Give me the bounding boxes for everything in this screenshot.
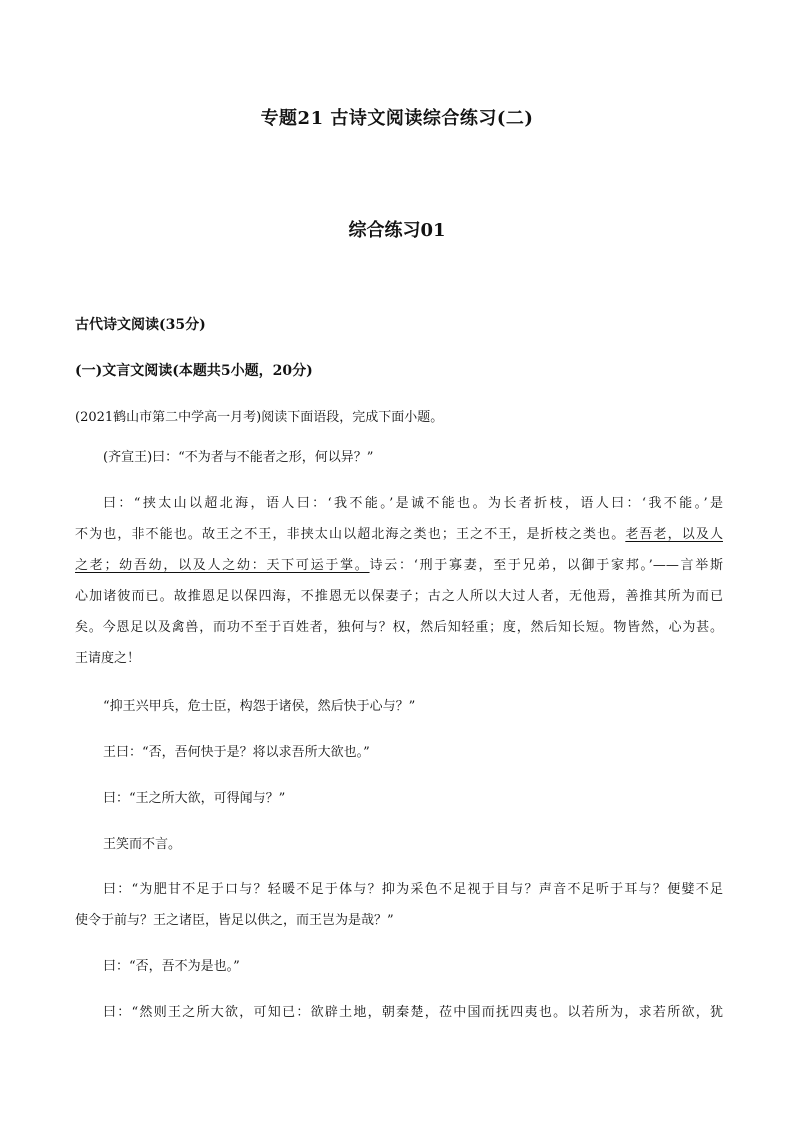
subsection-heading: (一)文言文阅读(本题共5小题，20分)	[75, 363, 313, 379]
passage-text: 诗云：‘刑于寡妻，至于兄弟，以御于家邦。’——言举斯	[369, 558, 723, 573]
passage-line: 王请度之！	[75, 651, 141, 666]
passage-line: 曰：“为肥甘不足于口与？轻暖不足于体与？抑为采色不足视于目与？声音不足听于耳与？便嬖不足	[103, 882, 723, 897]
passage-paragraph-4: 王曰：“否，吾何快于是？将以求吾所大欲也。”	[103, 745, 370, 760]
section-heading: 古代诗文阅读(35分)	[75, 317, 206, 333]
passage-paragraph-6: 王笑而不言。	[103, 837, 182, 852]
question-intro: (2021鹤山市第二中学高一月考)阅读下面语段，完成下面小题。	[75, 410, 444, 425]
passage-line: 使令于前与？王之诸臣，皆足以供之，而王岂为是哉？”	[75, 913, 394, 928]
passage-paragraph-1: (齐宣王)曰：“不为者与不能者之形，何以异？”	[103, 450, 374, 465]
passage-line: 曰：“挟太山以超北海，语人曰：‘我不能。’是诚不能也。为长者折枝，语人曰：‘我不能。’是	[103, 496, 723, 511]
passage-paragraph-7	[75, 874, 723, 936]
underlined-sentence: 之老；幼吾幼，以及人之幼：天下可运于掌。	[75, 558, 370, 573]
passage-paragraph-5: 曰：“王之所大欲，可得闻与？”	[103, 791, 286, 806]
passage-paragraph-3: “抑王兴甲兵，危士臣，构怨于诸侯，然后快于心与？”	[103, 699, 416, 714]
passage-line	[75, 550, 723, 581]
passage-text: 不为也，非不能也。故王之不王，非挟太山以超北海之类也；王之不王，是折枝之类也。	[75, 527, 626, 542]
passage-paragraph-8: 曰：“否，吾不为是也。”	[103, 959, 240, 974]
passage-paragraph-2	[75, 488, 723, 674]
underlined-sentence: 老吾老，以及人	[625, 527, 723, 542]
exercise-title: 综合练习01	[348, 220, 446, 241]
document-title: 专题21 古诗文阅读综合练习(二)	[260, 108, 534, 129]
passage-line: 心加诸彼而已。故推恩足以保四海，不推恩无以保妻子；古之人所以大过人者，无他焉，善推其所为而已	[75, 589, 723, 604]
passage-line: 矣。今恩足以及禽兽，而功不至于百姓者，独何与？权，然后知轻重；度，然后知长短。物皆然，心为甚。	[75, 620, 723, 635]
passage-line	[75, 519, 723, 550]
passage-paragraph-9	[75, 997, 723, 1028]
passage-line: 曰：“然则王之所大欲，可知已：欲辟土地，朝秦楚，莅中国而抚四夷也。以若所为，求若所欲，犹	[103, 1005, 723, 1020]
